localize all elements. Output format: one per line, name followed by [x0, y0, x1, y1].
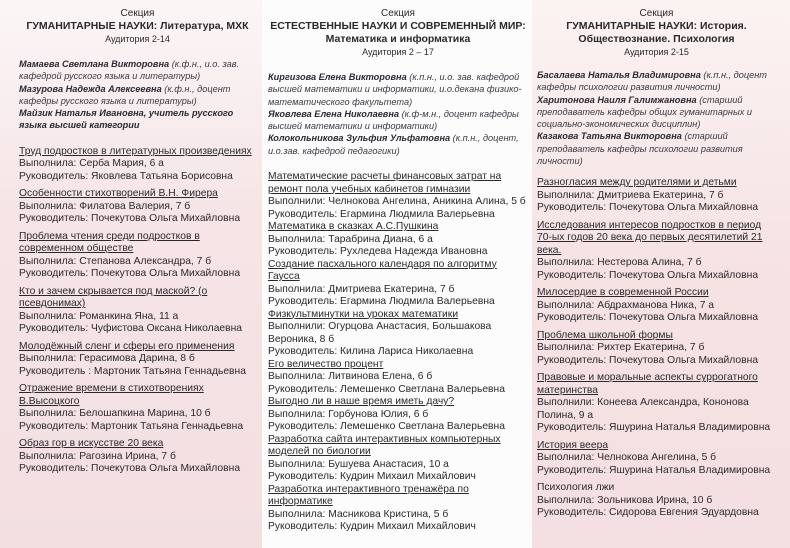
project-item: [19, 231, 256, 281]
section-title: ГУМАНИТАРНЫЕ НАУКИ: История.: [566, 20, 747, 32]
project-supervisor: Руководитель: Яшурина Наталья Владимировна: [537, 422, 771, 434]
project-author: Выполнила: Бушуева Анастасия, 10 а: [268, 458, 449, 470]
jury-name: Мазурова Надежда Алексеевна: [19, 83, 162, 94]
project-supervisor: Руководитель: Егармина Людмила Валерьевна: [268, 208, 495, 220]
project-author: Выполнила: Челнокова Ангелина, 5 б: [537, 452, 717, 464]
project-author: Выполнила: Зольникова Ирина, 10 б: [537, 494, 713, 506]
project-supervisor: Руководитель: Сидорова Евгения Эдуардовна: [537, 507, 759, 519]
project-title: Физкультминутки на уроках математики: [268, 308, 459, 320]
jury-member: [537, 69, 776, 94]
project-supervisor: Руководитель: Почекутова Ольга Михайловна: [19, 268, 241, 280]
project-list: [19, 146, 256, 476]
section-column-history: [532, 0, 790, 548]
project-supervisor: Руководитель: Яковлева Татьяна Борисовна: [19, 170, 233, 182]
project-title: Труд подростков в литературных произведениях: [19, 145, 252, 157]
project-supervisor: Руководитель: Почекутова Ольга Михайловна: [537, 269, 759, 281]
project-supervisor: Руководитель: Егармина Людмила Валерьевна: [268, 296, 495, 308]
project-author: Выполнили: Челнокова Ангелина, Аникина Алина, 5 б: [268, 196, 526, 208]
section-title: Математика и информатика: [325, 33, 471, 45]
project-supervisor: Руководитель: Почекутова Ольга Михайловна: [537, 312, 759, 324]
section-title: Обществознание. Психология: [578, 33, 735, 45]
jury-member: [19, 107, 256, 132]
project-item: [537, 482, 776, 520]
jury-member: [19, 58, 256, 83]
project-item: [19, 146, 256, 184]
section-header: [268, 7, 528, 59]
project-supervisor: Руководитель: Почекутова Ольга Михайловна: [19, 463, 241, 475]
project-title: Психология лжи: [537, 482, 615, 494]
section-title: ЕСТЕСТВЕННЫЕ НАУКИ И СОВРЕМЕННЫЙ МИР:: [270, 20, 526, 32]
project-title: Молодёжный сленг и сферы его применения: [19, 340, 235, 352]
project-supervisor: Руководитель: Лемешенко Светлана Валерьевна: [268, 383, 505, 395]
project-supervisor: Руководитель : Мартоник Татьяна Геннадьевна: [19, 365, 246, 377]
jury-name: Яковлева Елена Николаевна: [268, 108, 400, 119]
project-title: Разработка интерактивного тренажёра по информатике: [268, 483, 469, 508]
project-supervisor: Руководитель: Яшурина Наталья Владимировна: [537, 464, 771, 476]
project-author: Выполнила: Дмитриева Екатерина, 7 б: [268, 283, 455, 295]
project-list: [268, 171, 528, 534]
jury-member: [268, 132, 528, 157]
project-title: Образ гор в искусстве 20 века: [19, 438, 164, 450]
project-item: [537, 372, 776, 435]
project-item: [537, 220, 776, 283]
jury-name: Мамаева Светлана Викторовна: [19, 59, 170, 69]
project-item: [19, 438, 256, 476]
auditorium: Аудитория 2 – 17: [362, 47, 434, 57]
project-title: Милосердие в современной России: [537, 287, 709, 299]
project-author: Выполнила: Тарабрина Диана, 6 а: [268, 233, 433, 245]
project-supervisor: Руководитель: Рухледева Надежда Ивановна: [268, 246, 488, 258]
project-supervisor: Руководитель: Почекутова Ольга Михайловна: [537, 354, 759, 366]
section-label: Секция: [639, 8, 674, 19]
project-author: Выполнила: Степанова Александра, 7 б: [19, 255, 212, 267]
project-author: Выполнили: Конеева Александра, Кононова Полина, 9 а: [537, 397, 749, 421]
section-label: Секция: [381, 8, 415, 19]
project-author: Выполнила: Горбунова Юлия, 6 б: [268, 408, 429, 420]
project-item: [537, 440, 776, 478]
project-supervisor: Руководитель: Лемешенко Светлана Валерьевна: [268, 421, 505, 433]
project-item: [268, 396, 528, 434]
project-item: [268, 434, 528, 484]
project-author: Выполнила: Белошапкина Марина, 10 б: [19, 408, 211, 420]
project-title: Разработка сайта интерактивных компьютерных моделей по биологии: [268, 433, 501, 458]
jury-list: [537, 69, 776, 167]
project-title: Математические расчеты финансовых затрат на ремонт пола учебных кабинетов гимназии: [268, 171, 502, 195]
jury-list: [19, 58, 256, 132]
section-header: [19, 7, 256, 46]
project-item: [19, 383, 256, 433]
project-title: Математика в сказках А.С.Пушкина: [268, 221, 439, 233]
jury-member: [268, 108, 528, 133]
project-supervisor: Руководитель: Мартоник Татьяна Геннадьевна: [19, 420, 244, 432]
jury-member: [19, 83, 256, 108]
jury-role: (к.п.н., и.о. зав. кафедрой высшей математики и информатики, и.о.декана физико-математического факультета): [268, 72, 522, 107]
auditorium: Аудитория 2-15: [624, 47, 689, 57]
jury-name: Басалаева Наталья Владимировна: [537, 70, 701, 80]
project-title: Кто и зачем скрывается под маской? (о псевдонимах): [19, 285, 208, 310]
project-author: Выполнила: Филатова Валерия, 7 б: [19, 200, 191, 212]
jury-role: (старший преподаватель кафедры общих гуманитарных и социально-экономических дисциплин): [537, 94, 752, 130]
jury-list: [268, 71, 528, 157]
jury-role: (к.ф.н., доцент кафедры русского языка и литературы): [19, 83, 231, 106]
project-item: [268, 171, 528, 221]
project-title: Исследования интересов подростков в период 70-ых годов 20 века до первых десятилетий 21 века.: [537, 219, 763, 256]
project-supervisor: Руководитель: Почекутова Ольга Михайловна: [537, 202, 759, 214]
jury-name: Майзик Наталья Ивановна, учитель русского языка высшей категории: [19, 108, 234, 131]
project-item: [268, 221, 528, 259]
project-item: [537, 287, 776, 325]
jury-role: (к.п.н., доцент кафедры психологии развития личности): [537, 70, 767, 93]
project-author: Выполнила: Масникова Кристина, 5 б: [268, 508, 449, 520]
project-author: Выполнила: Серба Мария, 6 а: [19, 158, 164, 170]
section-title: ГУМАНИТАРНЫЕ НАУКИ: Литература, МХК: [26, 20, 249, 32]
jury-member: [537, 94, 776, 131]
project-title: История веера: [537, 439, 609, 451]
project-title: Отражение времени в стихотворениях В.Высоцкого: [19, 383, 204, 407]
project-item: [19, 188, 256, 226]
project-author: Выполнили: Огурцова Анастасия, Большакова Вероника, 8 б: [268, 321, 492, 345]
project-author: Выполнила: Рагозина Ирина, 7 б: [19, 450, 176, 462]
project-list: [537, 177, 776, 520]
section-column-literature: [0, 0, 262, 548]
jury-member: [268, 71, 528, 108]
project-item: [268, 484, 528, 534]
project-author: Выполнила: Рихтер Екатерина, 7 б: [537, 342, 705, 354]
project-author: Выполнила: Абдрахманова Ника, 7 а: [537, 299, 715, 311]
project-author: Выполнила: Нестерова Алина, 7 б: [537, 257, 702, 269]
project-title: Проблема чтения среди подростков в современном обществе: [19, 230, 200, 255]
jury-role: (к.п.н., доцент, и.о.зав. кафедрой педагогики): [268, 133, 519, 156]
project-supervisor: Руководитель: Кудрин Михаил Михайлович: [268, 521, 476, 533]
jury-name: Казакова Татьяна Викторовна: [537, 131, 682, 142]
project-item: [19, 341, 256, 379]
project-supervisor: Руководитель: Килина Лариса Николаевна: [268, 346, 474, 358]
project-item: [19, 286, 256, 336]
project-author: Выполнила: Романкина Яна, 11 а: [19, 310, 179, 322]
project-title: Особенности стихотворений В.Н. Фирера: [19, 188, 218, 200]
auditorium: Аудитория 2-14: [105, 34, 170, 44]
section-header: [537, 7, 776, 59]
project-item: [537, 177, 776, 215]
jury-name: Харитонова Наиля Галимжановна: [537, 94, 697, 105]
project-supervisor: Руководитель: Чуфистова Оксана Николаевна: [19, 323, 243, 335]
jury-role: (к.ф-м.н., доцент кафедры высшей математики и информатики): [268, 108, 519, 132]
project-title: Создание пасхального календаря по алгоритму Гаусса: [268, 258, 497, 283]
jury-name: Киргизова Елена Викторовна: [268, 72, 407, 82]
project-item: [537, 330, 776, 368]
project-title: Разногласия между родителями и детьми: [537, 177, 737, 189]
project-item: [268, 309, 528, 359]
jury-role: (старший преподаватель кафедры психологии развития личности): [537, 131, 743, 167]
project-title: Выгодно ли в наше время иметь дачу?: [268, 396, 455, 408]
section-label: Секция: [120, 8, 155, 19]
project-item: [268, 259, 528, 309]
jury-role: (к.ф.н., и.о. зав. кафедрой русского языка и литературы): [19, 59, 240, 82]
project-supervisor: Руководитель: Кудрин Михаил Михайлович: [268, 471, 476, 483]
project-title: Проблема школьной формы: [537, 329, 673, 341]
project-author: Выполнила: Дмитриева Екатерина, 7 б: [537, 189, 724, 201]
jury-name: Колокольникова Зульфия Ульфатовна: [268, 133, 451, 144]
jury-member: [537, 130, 776, 167]
project-item: [268, 359, 528, 397]
project-author: Выполнила: Герасимова Дарина, 8 б: [19, 353, 195, 365]
project-supervisor: Руководитель: Почекутова Ольга Михайловна: [19, 213, 241, 225]
project-author: Выполнила: Литвинова Елена, 6 б: [268, 371, 433, 383]
project-title: Правовые и моральные аспекты суррогатного материнства: [537, 372, 758, 396]
project-title: Его величество процент: [268, 358, 384, 370]
section-column-math: [262, 0, 532, 548]
